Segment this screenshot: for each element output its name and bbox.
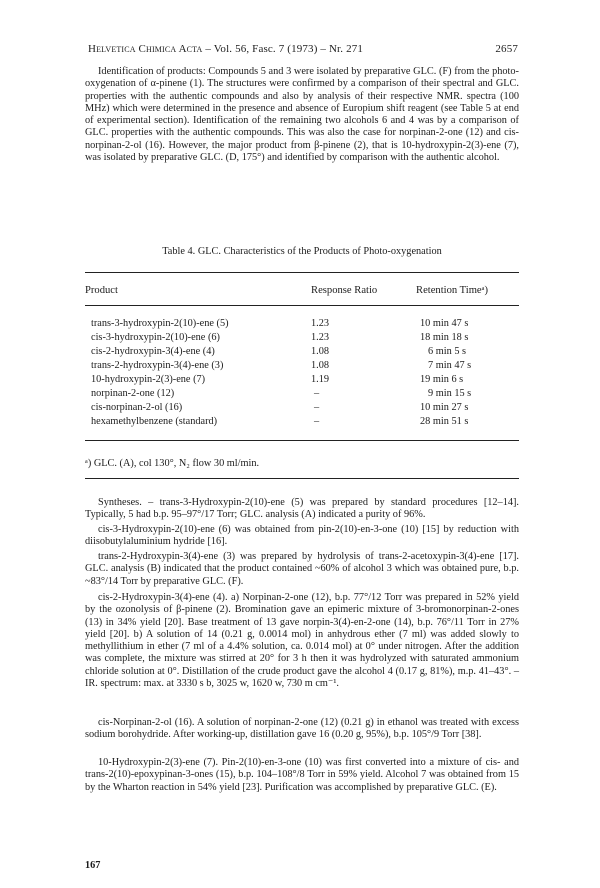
retention-cell: 28 min 51 s	[420, 416, 469, 427]
page-footer-number: 167	[85, 860, 101, 871]
product-cell: cis-norpinan-2-ol (16)	[91, 402, 183, 413]
table-row	[85, 402, 519, 414]
retention-cell: 6 min 5 s	[428, 346, 467, 357]
running-header	[88, 43, 518, 55]
retention-cell: 10 min 27 s	[420, 402, 469, 413]
ratio-cell: 1.23	[311, 318, 330, 329]
table-header-rule	[85, 305, 519, 306]
table-caption: Table 4. GLC. Characteristics of the Products of Photo-oxygenation	[162, 246, 442, 257]
product-cell: 10-hydroxypin-2(3)-ene (7)	[91, 374, 206, 385]
ratio-cell: –	[314, 416, 320, 427]
table-row	[85, 318, 519, 330]
page-number: 2657	[495, 43, 518, 55]
ratio-cell: 1.08	[311, 346, 330, 357]
identification-paragraph: Identification of products: Compounds 5 and 3 were isolated by preparative GLC. (F) from the photo-oxygenation of α-pinene (1). The structures were confirmed by a comparison of their spectral and GLC. properties with the authentic compounds and also by analysis of their respective NMR. spectra (100 MHz) which were determined in the presence and absence of Europium shift reagent (see Table 5 at end of experimental section). Identification of the remaining two alcohols 6 and 4 was by a comparison of GLC. properties with the authentic compounds. This was also the case for norpinan-2-one (12) and cis-norpinan-2-ol (16). However, the major product from β-pinene (2), that is 10-hydroxypin-2(3)-ene (7), was isolated by preparative GLC. (D, 175°) and identified by comparison with the authentic alcohol.	[85, 66, 519, 164]
header-response-ratio: Response Ratio	[311, 285, 378, 296]
ratio-cell: –	[314, 402, 320, 413]
retention-cell: 7 min 47 s	[428, 360, 472, 371]
table-header-row	[85, 285, 519, 297]
header-retention-time: Retention Timeᵃ)	[416, 285, 489, 296]
product-cell: norpinan-2-one (12)	[91, 388, 175, 399]
ratio-cell: 1.19	[311, 374, 330, 385]
header-product: Product	[85, 285, 118, 296]
ratio-cell: 1.08	[311, 360, 330, 371]
cis-norpinanol-paragraph: cis-Norpinan-2-ol (16). A solution of norpinan-2-one (12) (0.21 g) in ethanol was treated with excess sodium borohydride. After working-up, distillation gave 16 (0.20 g, 95%), b.p. 105°/9 Torr [38].	[85, 717, 519, 741]
syntheses-paragraph: Syntheses. – trans-3-Hydroxypin-2(10)-ene (5) was prepared by standard procedures [12–14]. Typically, 5 had b.p. 95–97°/17 Torr; GLC. analysis (A) indicated a purity of 96%.	[85, 497, 519, 521]
cis-3-hydroxypinene-paragraph: cis-3-Hydroxypin-2(10)-ene (6) was obtained from pin-2(10)-en-3-one (10) [15] by reduction with diisobutylaluminium hydride [16].	[85, 524, 519, 548]
journal-volume: – Vol. 56, Fasc. 7 (1973) – Nr. 271	[205, 43, 364, 55]
table-bottom-rule	[85, 440, 519, 441]
cis-2-hydroxypinene-paragraph: cis-2-Hydroxypin-3(4)-ene (4). a) Norpinan-2-one (12), b.p. 77°/12 Torr was prepared in 52% yield by the ozonolysis of β-pinene (2). Bromination gave an epimeric mixture of 3-bromonorpinan-2-ones (13) in 34% yield [20]. Base treatment of 13 gave norpin-3(4)-en-2-one (14), b.p. 76°/11 Torr in 27% yield [20]. b) A solution of 14 (0.21 g, 0.0014 mol) in anhydrous ether (7 ml) was added slowly to methyllithium in ether (7 ml of a 4.4% solution, ca. 0.014 mol) at 0° under nitrogen. After the addition was complete, the mixture was stirred at 20° for 3 h then it was hydrolyzed with saturated ammonium chloride solution at 0°. Distillation of the crude product gave the alcohol 4 (0.17 g, 81%), m.p. 41–43°. – IR. spectrum: max. at 3330 s b, 3025 w, 1620 w, 730 m cm⁻¹.	[85, 592, 519, 690]
trans-2-hydroxypinene-paragraph: trans-2-Hydroxypin-3(4)-ene (3) was prepared by hydrolysis of trans-2-acetoxypin-3(4)-ene [17]. GLC. analysis (B) indicated that the product contained ~60% of alcohol 3 which was obtained pure, b.p. ~83°/14 Torr by preparative GLC. (F).	[85, 551, 519, 587]
table-row	[85, 332, 519, 344]
table-row	[85, 416, 519, 428]
table-top-rule	[85, 272, 519, 273]
table-row	[85, 374, 519, 386]
ratio-cell: 1.23	[311, 332, 330, 343]
footnote-rule	[85, 478, 519, 479]
product-cell: trans-2-hydroxypin-3(4)-ene (3)	[91, 360, 224, 371]
product-cell: cis-2-hydroxypin-3(4)-ene (4)	[91, 346, 215, 357]
product-cell: cis-3-hydroxypin-2(10)-ene (6)	[91, 332, 220, 343]
journal-name: Helvetica Chimica Acta	[88, 43, 203, 55]
retention-cell: 19 min 6 s	[420, 374, 464, 385]
table-row	[85, 360, 519, 372]
10-hydroxypinene-paragraph: 10-Hydroxypin-2(3)-ene (7). Pin-2(10)-en-3-one (10) was first converted into a mixture of cis- and trans-2(10)-epoxypinan-3-ones (15), b.p. 104–108°/8 Torr in 59% yield. Alcohol 7 was obtained from 15 by the Wharton reaction in 54% yield [23]. Purification was accomplished by preparative GLC. (E).	[85, 757, 519, 793]
retention-cell: 9 min 15 s	[428, 388, 472, 399]
product-cell: trans-3-hydroxypin-2(10)-ene (5)	[91, 318, 229, 329]
table-row	[85, 346, 519, 358]
retention-cell: 18 min 18 s	[420, 332, 469, 343]
ratio-cell: –	[314, 388, 320, 399]
product-cell: hexamethylbenzene (standard)	[91, 416, 218, 427]
retention-cell: 10 min 47 s	[420, 318, 469, 329]
table-row	[85, 388, 519, 400]
table-footnote: ᵃ) GLC. (A), col 130°, N₂ flow 30 ml/min.	[85, 458, 260, 469]
